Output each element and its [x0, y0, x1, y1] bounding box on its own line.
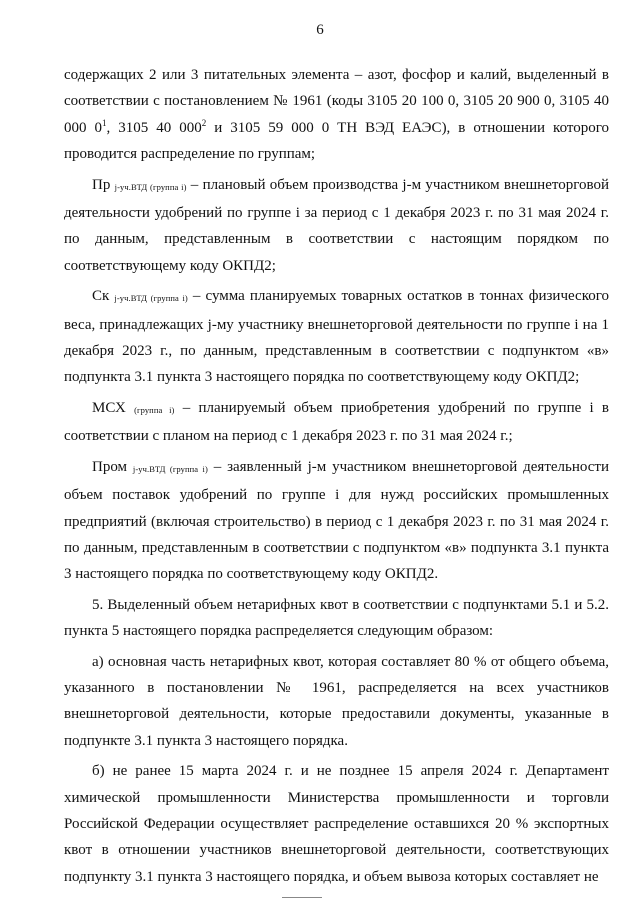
footer-scan-mark	[282, 897, 322, 898]
paragraph-5: 5. Выделенный объем нетарифных квот в соответствии с подпунктами 5.1 и 5.2. пункта 5 настоящего порядка распределяется следующим образом:	[64, 596, 609, 640]
term-prom-subscript: j-уч.ВТД (группа i)	[132, 463, 208, 474]
term-msh-subscript: (группа i)	[134, 404, 175, 415]
paragraph-5a: а) основная часть нетарифных квот, которая составляет 80 % от общего объема, указанного в постановлении № 1961, распределяется на всех участников внешнеторговой деятельности, которые предоставили документы, указанные в подпункте 3.1 пункта 3 настоящего порядка.	[64, 653, 609, 749]
term-sk: Ск	[92, 288, 110, 305]
document-body	[64, 62, 609, 890]
term-msh: МСХ	[92, 399, 126, 416]
term-sk-subscript: j-уч.ВТД (группа i)	[114, 293, 188, 304]
term-prom: Пром	[92, 458, 128, 475]
paragraph-continuation: содержащих 2 или 3 питательных элемента – азот, фосфор и калий, выделенный в соответствии с постановлением № 1961 (коды 3105 20 100 0, 3105 20 900 0, 3105 40 000 $0^1$, 3105 40 $000^2$ и 3105 59 000 0 ТН ВЭД ЕАЭС), в отношении которого проводится распределение по группам;	[64, 67, 610, 163]
definition-prom: Пром j-уч.ВТД (группа i) – заявленный j-м участником внешнеторговой деятельности объем поставок удобрений по группе i для нужд российских промышленных предприятий (включая строительство) в период с 1 декабря 2023 г. по 31 мая 2024 г. по данным, представленным в соответствии с подпунктом «в» подпункта 3.1 пункта 3 настоящего порядка по соответствующему коду ОКПД2.	[64, 458, 610, 583]
term-pr: Пр	[92, 176, 111, 193]
paragraph-5b: б) не ранее 15 марта 2024 г. и не позднее 15 апреля 2024 г. Департамент химической промышленности Министерства промышленности и торговли Российской Федерации осуществляет распределение оставшихся 20 % экспортных квот в отношении участников внешнеторговой деятельности, соответствующих подпункту 3.1 пункта 3 настоящего порядка, и объем вывоза которых составляет не	[64, 763, 609, 885]
definition-pr: Пр j-уч.ВТД (группа i) – плановый объем производства j-м участником внешнеторговой деятельности удобрений по группе i за период с 1 декабря 2023 г. по 31 мая 2024 г. по данным, представленным в соответствии с настоящим порядком по соответствующему коду ОКПД2;	[64, 176, 610, 274]
definition-msh: МСХ (группа i) – планируемый объем приобретения удобрений по группе i в соответствии с планом на период с 1 декабря 2023 г. по 31 мая 2024 г.;	[64, 399, 610, 445]
definition-sk: Ск j-уч.ВТД (группа i) – сумма планируемых товарных остатков в тоннах физического веса, принадлежащих j-му участнику внешнеторговой деятельности по группе i на 1 декабря 2023 г., по данным, представленным в соответствии с подпунктом «в» подпункта 3.1 пункта 3 настоящего порядка по соответствующему коду ОКПД2;	[64, 288, 609, 386]
term-pr-subscript: j-уч.ВТД (группа i)	[114, 181, 187, 192]
page-number: 6	[316, 22, 324, 38]
